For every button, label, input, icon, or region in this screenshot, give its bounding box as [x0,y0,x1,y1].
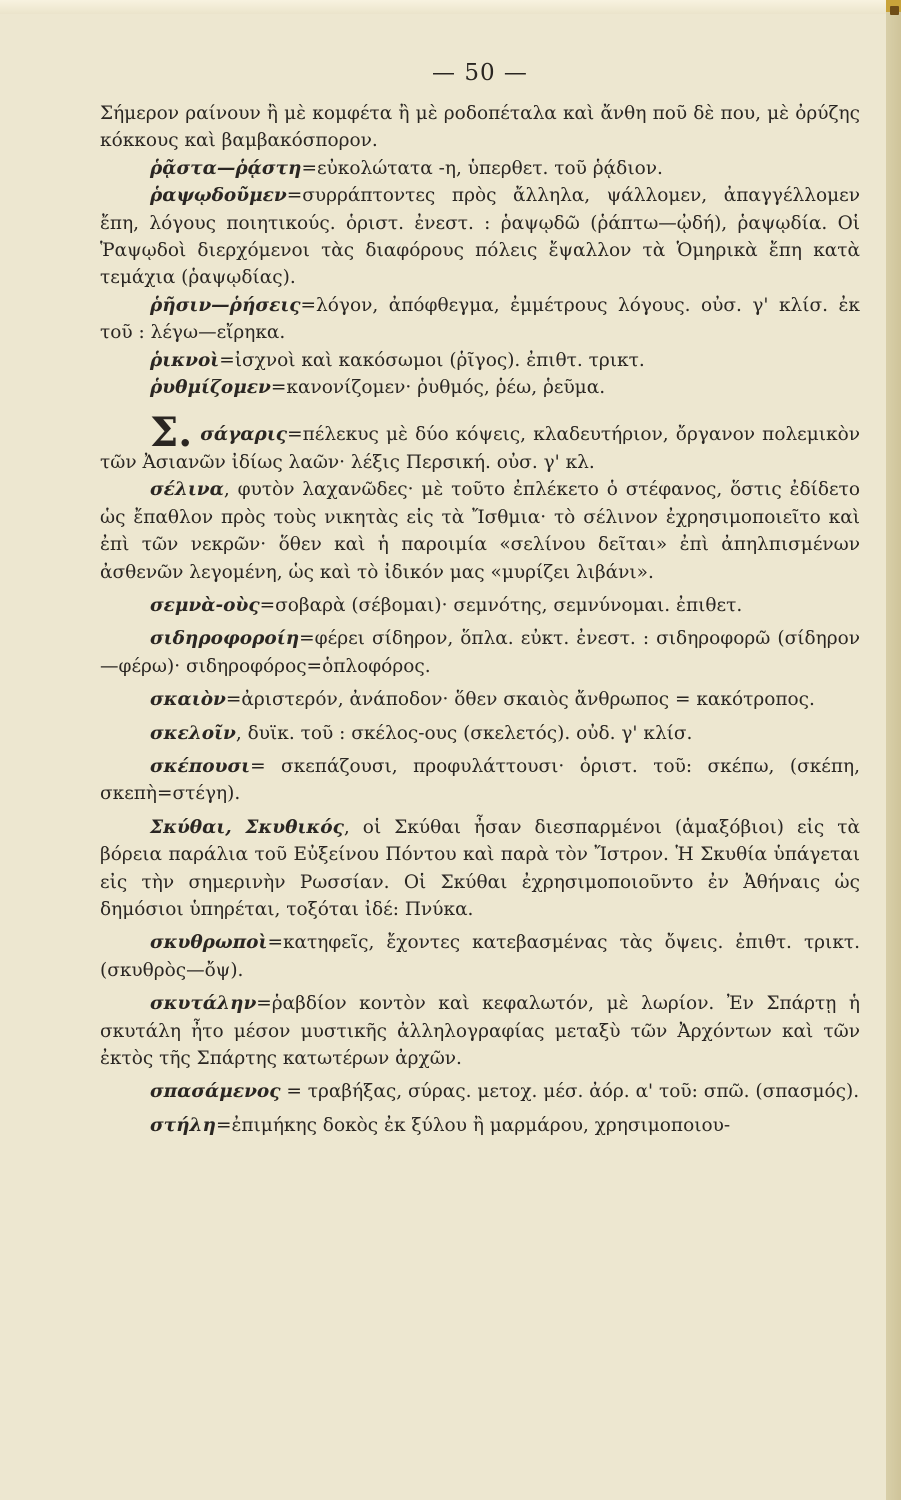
entry-text: =ἐπιμήκης δοκὸς ἐκ ξύλου ἢ μαρμάρου, χρησιμοποιου- [215,1114,731,1136]
entry-text: = τραβήξας, σύρας. μετοχ. μέσ. ἀόρ. α' τοῦ: σπῶ. (σπασμός). [280,1081,860,1103]
headword: ῥᾷστα—ῥᾴστη [150,157,302,179]
book-page [100,60,860,1139]
entry-paragraph [100,292,860,347]
headword: σκυθρωποὶ [150,932,268,954]
entry-paragraph [100,155,860,182]
entry-paragraph [100,182,860,292]
page-edge-strip [886,0,901,1500]
headword: Σκύθαι, Σκυθικός [150,816,344,838]
entry-paragraph [100,814,860,924]
headword: σκαιὸν [150,689,226,711]
entry-paragraph [100,100,860,155]
page-number: — 50 — [432,60,528,86]
headword: σκυτάλην [150,993,257,1015]
entry-text: Σήμερον ραίνουν ἢ μὲ κομφέτα ἢ μὲ ροδοπέταλα καὶ ἄνθη ποῦ δὲ που, μὲ ὀρύζης κόκκους καὶ βαμβακόσπορον. [100,103,860,152]
entry-text: , οἱ Σκύθαι ἦσαν διεσπαρμένοι (ἁμαξόβιοι) εἰς τὰ βόρεια παράλια τοῦ Εὐξείνου Πόντου καὶ παρὰ τὸν Ἴστρον. Ἡ Σκυθία ὑπάγεται εἰς τὴν σημερινὴν Ρωσσίαν. Οἱ Σκύθαι ἐχρησιμοποιοῦντο ἐν Ἀθήναις ὡς δημόσιοι ὑπηρέται, τοξόται ἰδέ: Πνύκα. [100,816,861,920]
entry-text: =ῥαβδίον κοντὸν καὶ κεφαλωτόν, μὲ λωρίον. Ἐν Σπάρτῃ ἡ σκυτάλη ἦτο μέσον μυστικῆς ἀλληλογραφίας μεταξὺ τῶν Ἀρχόντων καὶ τῶν ἐκτὸς τῆς Σπάρτης κατωτέρων ἀρχῶν. [100,993,860,1069]
entry-text: =ἀριστερόν, ἀνάποδον· ὅθεν σκαιὸς ἄνθρωπος = κακότροπος. [225,689,815,711]
entry-paragraph [100,686,860,713]
entry-paragraph [100,990,860,1072]
entry-text: =κατηφεῖς, ἔχοντες κατεβασμένας τὰς ὄψεις. ἐπιθτ. τρικτ. (σκυθρὸς—ὄψ). [100,932,860,981]
headword: σπασάμενος [150,1081,281,1103]
entry-text: =συρράπτοντες πρὸς ἄλληλα, ψάλλομεν, ἀπαγγέλλομεν ἔπη, λόγους ποιητικούς. ὁριστ. ἐνεστ. : ῥαψῳδῶ (ῥάπτω—ᾠδή), ῥαψῳδία. Οἱ Ῥαψῳδοὶ διερχόμενοι τὰς διαφόρους πόλεις ἔψαλλον τὰ Ὁμηρικὰ ἔπη κατὰ τεμάχια (ῥαψῳδίας). [100,185,860,289]
entry-paragraph [100,753,860,808]
entry-text: =φέρει σίδηρον, ὅπλα. εὐκτ. ἐνεστ. : σιδηροφορῶ (σίδηρον—φέρω)· σιδηροφόρος=ὁπλοφόρος. [100,628,860,677]
section-letter: Σ. [150,409,193,457]
entry-paragraph [100,1112,860,1139]
entry-paragraph [100,592,860,619]
entry-paragraph [100,347,860,374]
entry-paragraph [100,720,860,747]
entry-text: =ἰσχνοὶ καὶ κακόσωμοι (ῥῖγος). ἐπιθτ. τρικτ. [219,349,645,371]
headword: σιδηροφοροίη [150,628,300,650]
headword: ῥαψῳδοῦμεν [150,185,287,207]
entry-text: =σοβαρὰ (σέβομαι)· σεμνότης, σεμνύνομαι. ἐπιθετ. [259,594,743,616]
headword: στήλη [150,1114,216,1136]
entry-paragraph [100,409,860,476]
entry-text: =πέλεκυς μὲ δύο κόψεις, κλαδευτήριον, ὄργανον πολεμικὸν τῶν Ἀσιανῶν ἰδίως λαῶν· λέξις Περσική. οὐσ. γ' κλ. [100,424,860,473]
headword: σεμνὰ-οὺς [150,594,260,616]
entry-paragraph [100,1078,860,1105]
headword: ῥικνοὶ [150,349,220,371]
entry-text: =κανονίζομεν· ῥυθμός, ῥέω, ῥεῦμα. [270,377,606,399]
entry-paragraph [100,625,860,680]
entry-paragraph [100,929,860,984]
entry-text: =εὐκολώτατα -η, ὑπερθετ. τοῦ ῥᾴδιον. [301,157,663,179]
headword: σκέπουσι [150,755,251,777]
entry-paragraph [100,374,860,401]
corner-mark-icon [890,6,899,15]
headword: σκελοῖν [150,722,236,744]
headword: σέλινα [150,479,224,501]
entry-text: , φυτὸν λαχανῶδες· μὲ τοῦτο ἐπλέκετο ὁ στέφανος, ὅστις ἐδίδετο ὡς ἔπαθλον πρὸς τοὺς νικητὰς εἰς τὰ Ἴσθμια· τὸ σέλινον ἐχρησιμοποιεῖτο καὶ ἐπὶ τῶν νεκρῶν· ὅθεν καὶ ἡ παροιμία «σελίνου δεῖται» ἐπὶ ἀπηλπισμένων ἀσθενῶν λεγομένη, ὡς καὶ τὸ ἰδικόν μας «μυρίζει λιβάνι». [100,479,860,583]
page-top-edge [0,0,901,14]
headword: σάγαρις [200,424,288,446]
entry-paragraph [100,476,860,586]
entry-text: , δυϊκ. τοῦ : σκέλος-ους (σκελετός). οὐδ. γ' κλίσ. [235,722,693,744]
entry-text: =λόγον, ἀπόφθεγμα, ἐμμέτρους λόγους. οὐσ. γ' κλίσ. ἐκ τοῦ : λέγω—εἴρηκα. [100,294,860,344]
headword: ῥυθμίζομεν [150,377,271,399]
entry-text: = σκεπάζουσι, προφυλάττουσι· ὁριστ. τοῦ: σκέπω, (σκέπη, σκεπὴ=στέγη). [100,755,860,805]
headword: ῥῆσιν—ῥήσεις [150,294,301,316]
